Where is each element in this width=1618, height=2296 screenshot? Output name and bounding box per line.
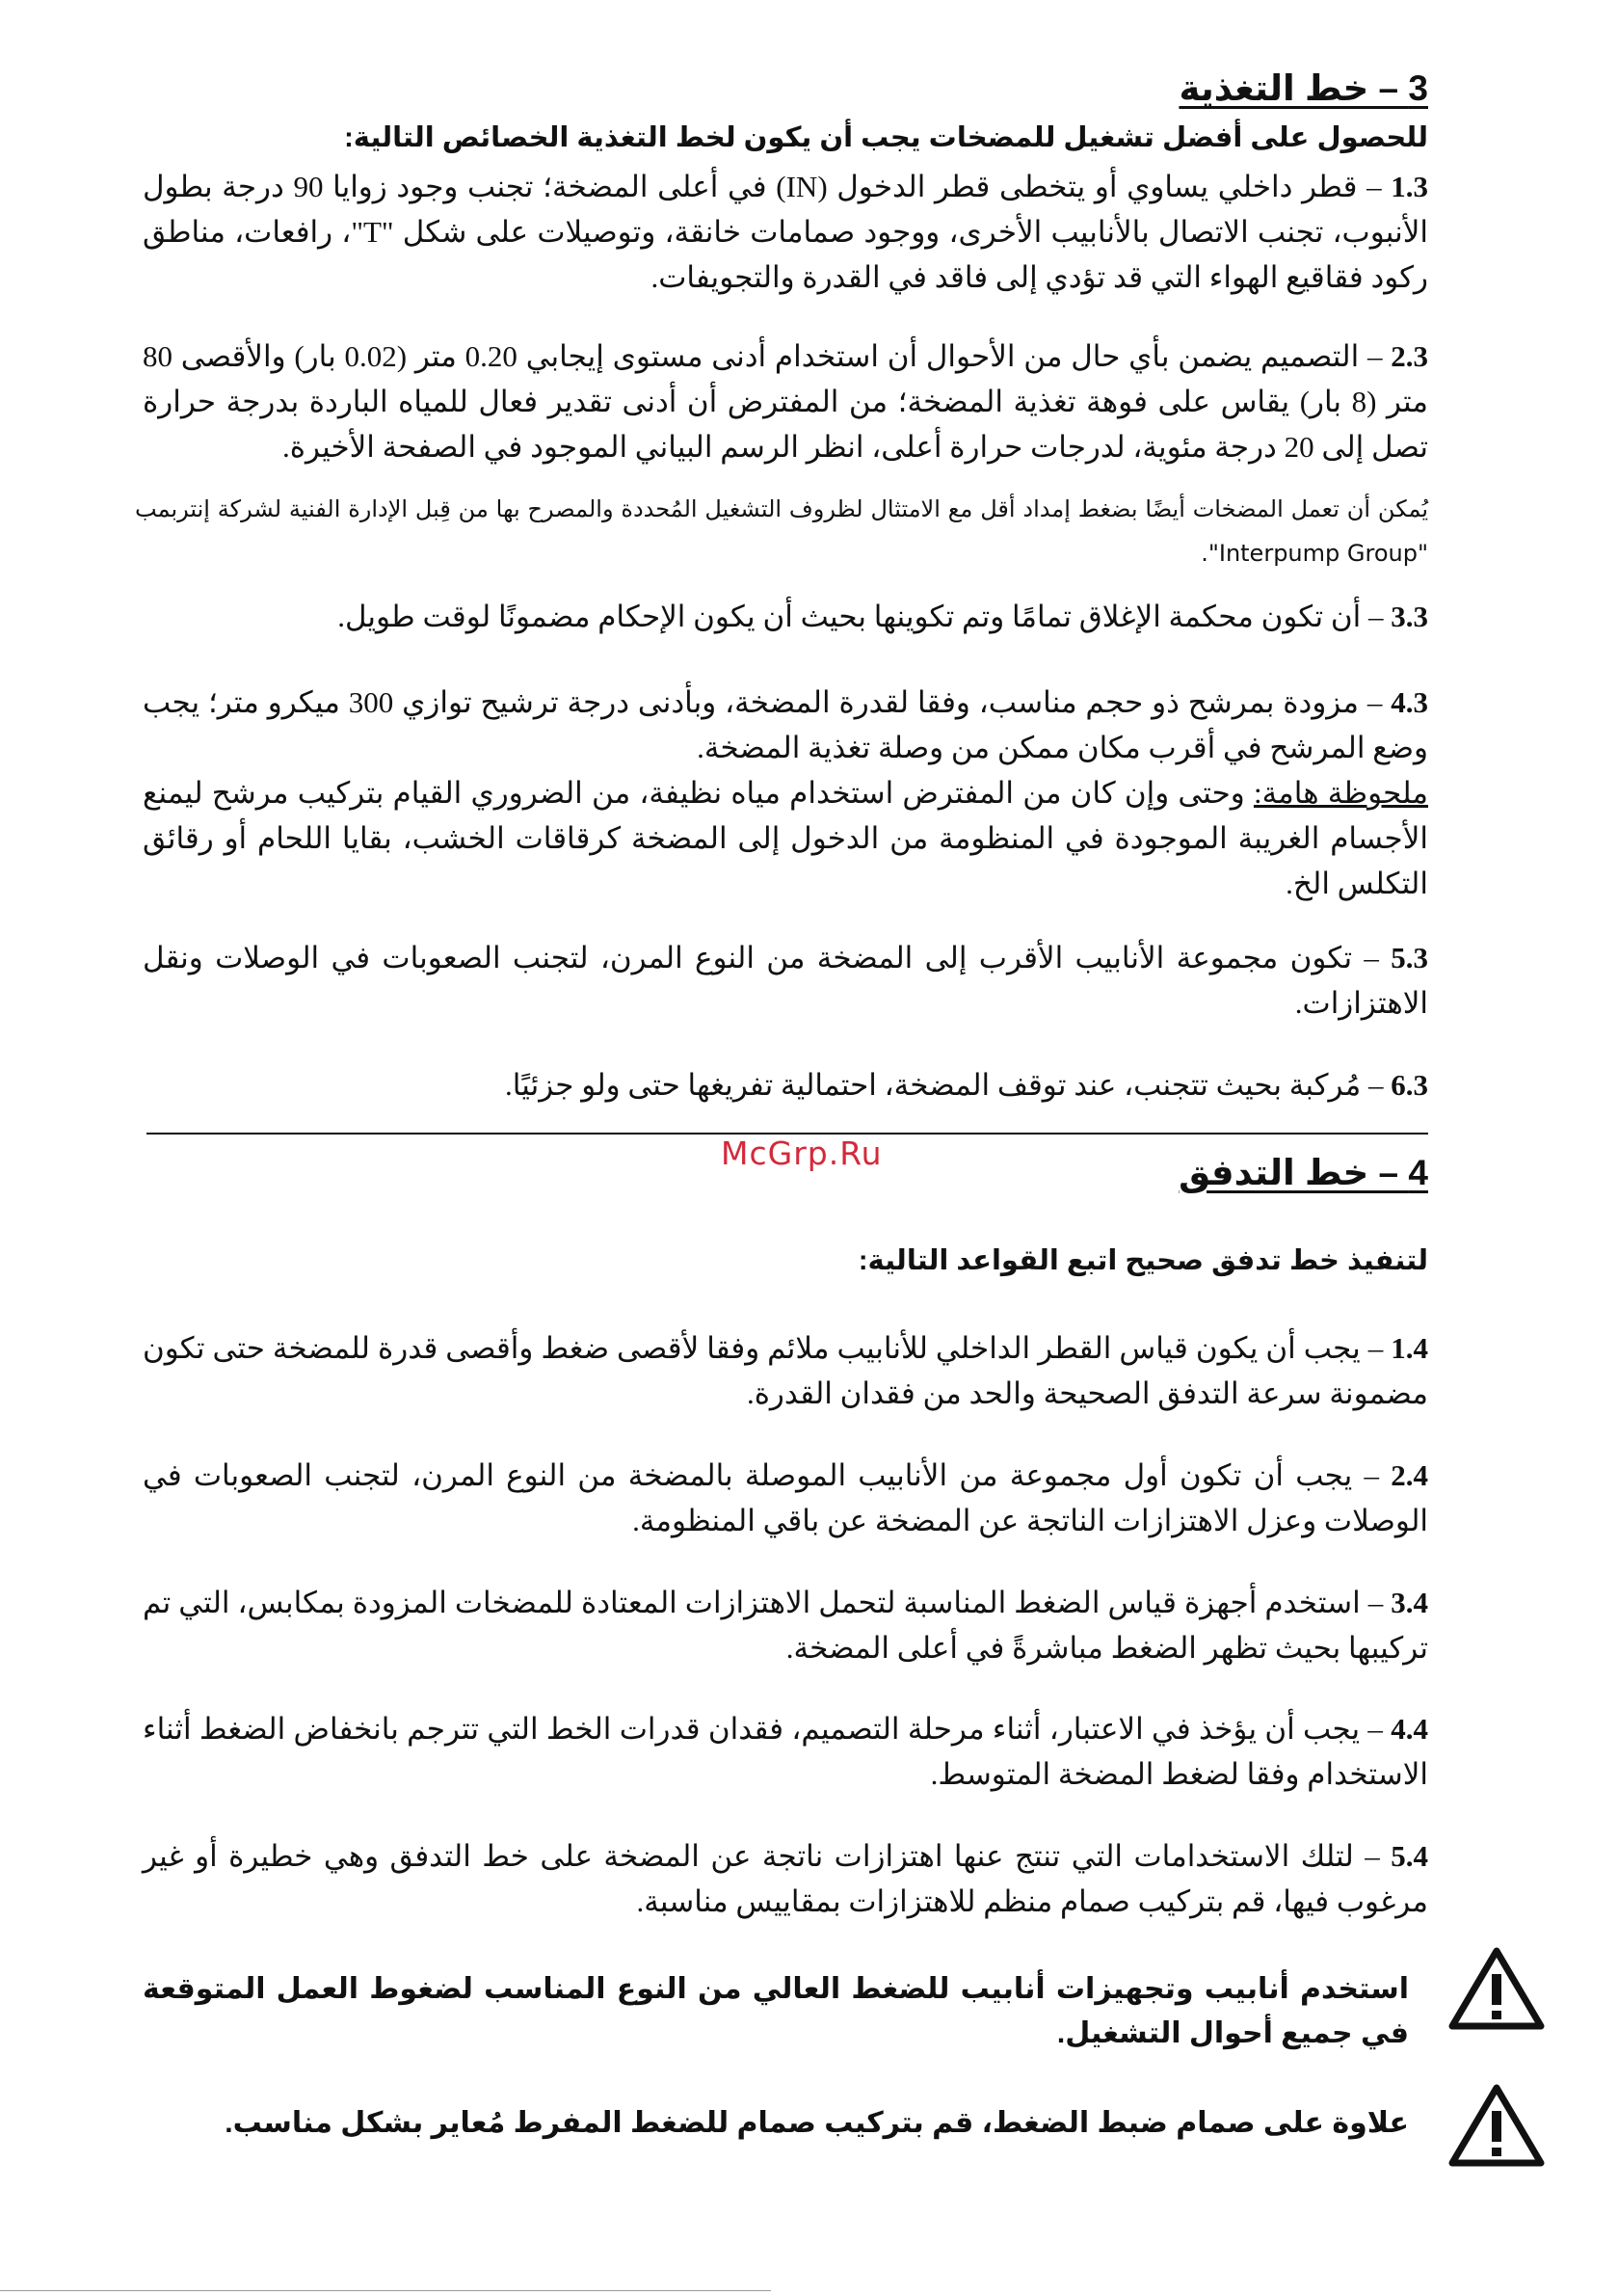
- item-3-3: [143, 594, 1428, 639]
- item-number: 3.4: [1391, 1586, 1429, 1619]
- note-label: ملحوظة هامة:: [1253, 776, 1428, 810]
- item-text: – استخدم أجهزة قياس الضغط المناسبة لتحمل الاهتزازات المعتادة للمضخات المزودة بمكابس، التي تم تركيبها بحيث تظهر الضغط مباشرةً في أعلى المضخة.: [143, 1586, 1428, 1665]
- item-number: 6.3: [1391, 1068, 1428, 1102]
- important-note: [143, 770, 1428, 906]
- warning-text-1: استخدم أنابيب وتجهيزات أنابيب للضغط العالي من النوع المناسب لضغوط العمل المتوقعة في جميع أحوال التشغيل.: [143, 1973, 1409, 2049]
- item-5-3: [143, 935, 1428, 1026]
- item-text: – مُركبة بحيث تتجنب، عند توقف المضخة، احتمالية تفريغها حتى ولو جزئيًا.: [505, 1068, 1384, 1102]
- item-4-4: [143, 1706, 1428, 1797]
- item-number: 5.3: [1391, 941, 1429, 974]
- item-text: – التصميم يضمن بأي حال من الأحوال أن استخدام أدنى مستوى إيجابي 0.20 متر (0.02 بار) والأقصى 80 متر (8 بار) يقاس على فوهة تغذية المضخة؛ من المفترض أن أدنى تقدير فعال للمياه الباردة بدرجة حرارة تصل إلى 20 درجة مئوية، لدرجات حرارة أعلى، انظر الرسم البياني الموجود في الصفحة الأخيرة.: [143, 339, 1429, 464]
- item-5-4: [143, 1833, 1428, 1924]
- item-6-3: [143, 1062, 1428, 1108]
- item-1-3: [143, 164, 1428, 300]
- warning-icon: [1447, 1945, 1546, 2032]
- item-4-3: [143, 680, 1428, 770]
- item-2-3: [143, 334, 1428, 469]
- section-3-intro: للحصول على أفضل تشغيل للمضخات يجب أن يكون لخط التغذية الخصائص التالية:: [344, 122, 1428, 153]
- item-text: – مزودة بمرشح ذو حجم مناسب، وفقا لقدرة المضخة، وبأدنى درجة ترشيح توازي 300 ميكرو متر؛ يجب وضع المرشح في أقرب مكان ممكن من وصلة تغذية المضخة.: [143, 685, 1428, 764]
- item-2-4: [143, 1453, 1428, 1543]
- item-number: 2.4: [1391, 1458, 1428, 1492]
- item-number: 5.4: [1391, 1839, 1428, 1873]
- item-number: 2.3: [1391, 339, 1429, 373]
- note-text: وحتى وإن كان من المفترض استخدام مياه نظيفة، من الضروري القيام بتركيب مرشح ليمنع الأجسام الغريبة الموجودة في المنظومة من الدخول إلى المضخة كرقاقات الخشب، بقايا اللحام أو رقائق التكلس الخ.: [143, 776, 1428, 900]
- section-4-heading: 4 – خط التدفق: [1179, 1153, 1428, 1192]
- section-3-heading: 3 – خط التغذية: [1179, 68, 1428, 108]
- item-1-4: [143, 1325, 1428, 1416]
- warning-icon: [1447, 2082, 1546, 2169]
- item-text: – يجب أن يكون قياس القطر الداخلي للأنابيب ملائم وفقا لأقصى ضغط وأقصى قدرة للمضخة حتى تكون مضمونة سرعة التدفق الصحيحة والحد من فقدان القدرة.: [143, 1331, 1428, 1410]
- footer-divider: [0, 2290, 771, 2291]
- item-text: – يجب أن يؤخذ في الاعتبار، أثناء مرحلة التصميم، فقدان قدرات الخط التي تترجم بانخفاض الضغط أثناء الاستخدام وفقا لضغط المضخة المتوسط.: [143, 1712, 1428, 1791]
- item-number: 4.4: [1391, 1712, 1428, 1746]
- item-text: – أن تكون محكمة الإغلاق تمامًا وتم تكوينها بحيث أن يكون الإحكام مضمونًا لوقت طويل.: [337, 600, 1384, 633]
- item-number: 4.3: [1391, 685, 1429, 719]
- interpump-notice: يُمكن أن تعمل المضخات أيضًا بضغط إمداد أقل مع الامتثال لظروف التشغيل المُحددة والمصرح بها من قِبل الإدارة الفنية لشركة إنتربمب "Interpump Group".: [135, 495, 1428, 567]
- item-text: – قطر داخلي يساوي أو يتخطى قطر الدخول (IN) في أعلى المضخة؛ تجنب وجود زوايا 90 درجة بطول الأنبوب، تجنب الاتصال بالأنابيب الأخرى، ووجود صمامات خانقة، وتوصيلات على شكل "T"، رافعات، مناطق ركود فقاقيع الهواء التي قد تؤدي إلى فاقد في القدرة والتجويفات.: [143, 170, 1428, 294]
- item-number: 1.3: [1391, 170, 1428, 203]
- item-text: – يجب أن تكون أول مجموعة من الأنابيب الموصلة بالمضخة من النوع المرن، لتجنب الصعوبات في الوصلات وعزل الاهتزازات الناتجة عن المضخة عن باقي المنظومة.: [143, 1458, 1428, 1537]
- item-number: 3.3: [1391, 600, 1428, 633]
- warning-text-2: علاوة على صمام ضبط الضغط، قم بتركيب صمام للضغط المفرط مُعاير بشكل مناسب.: [225, 2107, 1409, 2139]
- item-number: 1.4: [1391, 1331, 1428, 1365]
- item-text: – تكون مجموعة الأنابيب الأقرب إلى المضخة من النوع المرن، لتجنب الصعوبات في الوصلات ونقل الاهتزازات.: [143, 941, 1428, 1020]
- section-4-intro: لتنفيذ خط تدفق صحيح اتبع القواعد التالية:: [858, 1245, 1428, 1276]
- item-3-4: [143, 1580, 1428, 1670]
- item-text: – لتلك الاستخدامات التي تنتج عنها اهتزازات ناتجة عن المضخة على خط التدفق وهي خطيرة أو غير مرغوب فيها، قم بتركيب صمام منظم للاهتزازات بمقاييس مناسبة.: [143, 1839, 1428, 1918]
- watermark: McGrp.Ru: [721, 1135, 883, 1172]
